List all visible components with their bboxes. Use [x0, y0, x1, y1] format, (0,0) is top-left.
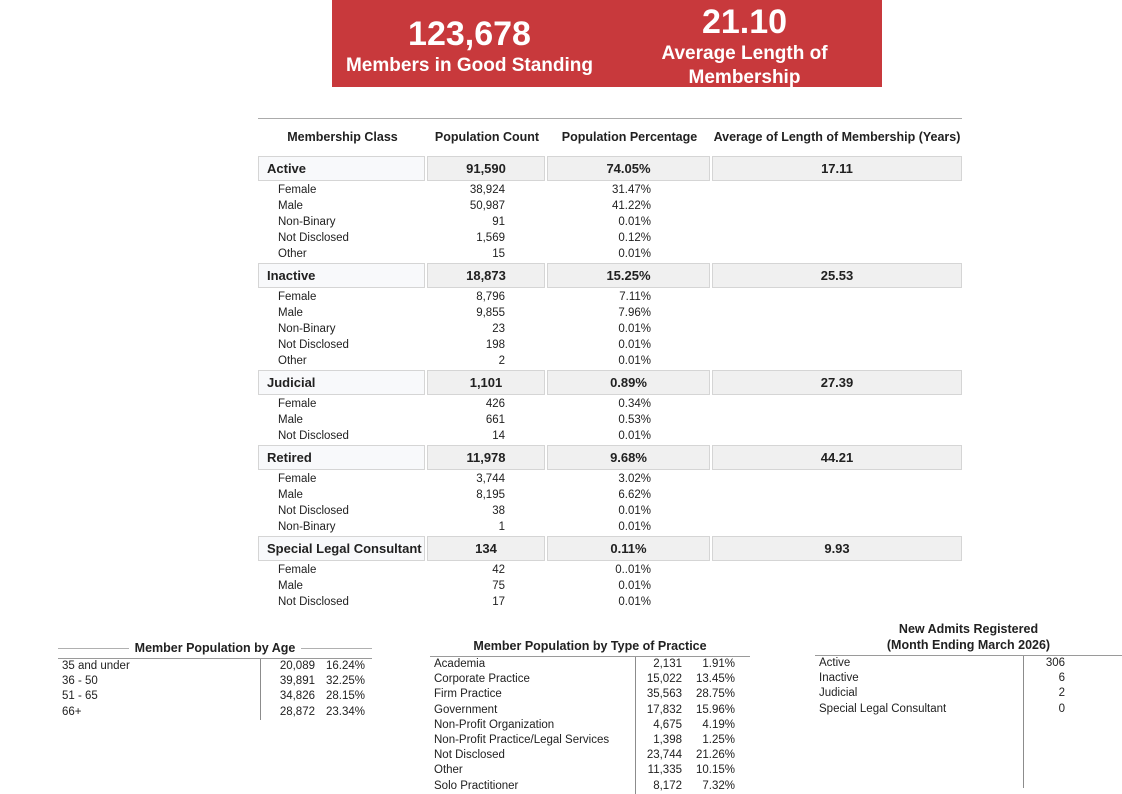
sub-avg-cell [712, 412, 962, 428]
row-label: 66+ [62, 705, 82, 718]
class-name-cell: Special Legal Consultant [258, 536, 425, 561]
sub-label-cell: Other [278, 248, 307, 260]
sub-avg-cell [712, 578, 962, 594]
sub-pct-cell: 0.01% [618, 596, 651, 608]
sub-count-cell: 8,195 [476, 489, 505, 501]
title-rule-right [301, 648, 372, 649]
row-pct: 16.24% [325, 660, 365, 672]
row-label: Active [819, 657, 851, 669]
sub-row [258, 214, 962, 230]
sub-pct-cell: 0..01% [615, 564, 651, 576]
avg-length-value: 21.10 [701, 2, 788, 41]
sub-count-cell: 14 [492, 430, 505, 442]
row-count: 23,744 [646, 749, 682, 762]
row-count: 8,172 [653, 779, 682, 792]
class-avg-cell: 25.53 [712, 263, 962, 288]
sub-count-cell: 17 [492, 596, 505, 608]
stat-members-in-good-standing [332, 10, 607, 78]
row-pct: 28.75% [695, 688, 735, 701]
sub-label-cell: Female [278, 184, 317, 196]
sub-avg-cell [712, 428, 962, 444]
sub-pct-cell: 0.01% [618, 521, 651, 533]
row-label: Government [434, 703, 498, 716]
row-count: 306 [1045, 657, 1065, 669]
sub-row [258, 503, 962, 519]
row-count: 35,563 [646, 688, 682, 701]
sub-row [258, 594, 962, 610]
sub-row [258, 471, 962, 487]
table-row [430, 657, 750, 672]
age-table-divider [260, 659, 261, 720]
sub-count-cell: 15 [492, 248, 505, 260]
row-label: 36 - 50 [62, 675, 98, 688]
age-table-rows [58, 659, 372, 720]
sub-row [258, 562, 962, 578]
sub-row [258, 519, 962, 535]
sub-row [258, 337, 962, 353]
row-label: Not Disclosed [434, 749, 505, 762]
sub-avg-cell [712, 305, 962, 321]
sub-row [258, 230, 962, 246]
header-population-percentage: Population Percentage [561, 129, 698, 144]
class-row [258, 263, 962, 288]
row-count: 39,891 [279, 675, 315, 688]
class-avg-cell: 27.39 [712, 370, 962, 395]
row-count: 1,398 [653, 734, 682, 747]
practice-table-divider [635, 657, 636, 794]
row-pct: 7.32% [702, 779, 735, 792]
row-pct: 23.34% [325, 705, 365, 718]
class-pct-cell: 74.05% [547, 156, 710, 181]
table-row [430, 687, 750, 702]
sub-label-cell: Female [278, 291, 317, 303]
sub-row [258, 289, 962, 305]
sub-pct-cell: 41.22% [611, 200, 651, 212]
sub-count-cell: 1,569 [476, 232, 505, 244]
sub-row [258, 198, 962, 214]
row-pct: 21.26% [695, 749, 735, 762]
sub-label-cell: Non-Binary [278, 216, 336, 228]
row-count: 11,335 [647, 764, 682, 777]
new-admits-title-line2: (Month Ending March 2026) [886, 638, 1051, 652]
sub-label-cell: Male [278, 580, 303, 592]
class-row [258, 156, 962, 181]
summary-banner [332, 0, 882, 87]
sub-label-cell: Male [278, 307, 303, 319]
row-count: 20,089 [279, 660, 315, 672]
admits-table-rows [815, 656, 1122, 717]
sub-count-cell: 8,796 [476, 291, 505, 303]
row-label: 51 - 65 [62, 690, 98, 703]
sub-count-cell: 38 [492, 505, 505, 517]
table-row [815, 656, 1122, 671]
sub-count-cell: 23 [492, 323, 505, 335]
sub-label-cell: Non-Binary [278, 323, 336, 335]
sub-avg-cell [712, 246, 962, 262]
sub-label-cell: Male [278, 200, 303, 212]
sub-count-cell: 50,987 [469, 200, 505, 212]
class-avg-cell: 44.21 [712, 445, 962, 470]
practice-table [430, 638, 750, 794]
sub-pct-cell: 0.01% [618, 323, 651, 335]
sub-avg-cell [712, 471, 962, 487]
sub-row [258, 246, 962, 262]
table-row [430, 672, 750, 687]
row-count: 34,826 [279, 690, 315, 703]
sub-label-cell: Other [278, 355, 307, 367]
sub-row [258, 487, 962, 503]
header-population-count: Population Count [434, 129, 540, 144]
row-count: 28,872 [279, 705, 315, 718]
sub-avg-cell [712, 396, 962, 412]
sub-label-cell: Female [278, 398, 317, 410]
sub-label-cell: Male [278, 414, 303, 426]
sub-label-cell: Female [278, 564, 317, 576]
title-rule-left [58, 648, 129, 649]
sub-row [258, 578, 962, 594]
sub-pct-cell: 0.01% [618, 580, 651, 592]
sub-row [258, 182, 962, 198]
class-avg-cell: 9.93 [712, 536, 962, 561]
table-row [58, 705, 372, 720]
sub-pct-cell: 6.62% [618, 489, 651, 501]
sub-row [258, 396, 962, 412]
table-row [430, 703, 750, 718]
row-label: Inactive [819, 672, 859, 685]
sub-avg-cell [712, 562, 962, 578]
row-count: 4,675 [653, 718, 682, 731]
row-count: 2 [1058, 687, 1065, 700]
sub-pct-cell: 0.53% [618, 414, 651, 426]
sub-count-cell: 3,744 [476, 473, 505, 485]
stat-average-length-membership [607, 0, 882, 90]
sub-label-cell: Not Disclosed [278, 339, 349, 351]
sub-avg-cell [712, 594, 962, 610]
class-count-cell: 1,101 [427, 370, 545, 395]
sub-avg-cell [712, 289, 962, 305]
sub-row [258, 412, 962, 428]
table-row [58, 674, 372, 689]
row-label: Firm Practice [434, 688, 502, 701]
sub-pct-cell: 0.01% [618, 430, 651, 442]
sub-row [258, 428, 962, 444]
row-label: 35 and under [62, 660, 130, 672]
class-row [258, 445, 962, 470]
sub-pct-cell: 7.96% [618, 307, 651, 319]
row-label: Solo Practitioner [434, 779, 519, 792]
table-row [58, 659, 372, 674]
row-label: Judicial [819, 687, 858, 700]
row-count: 2,131 [653, 658, 682, 670]
class-row [258, 536, 962, 561]
sub-avg-cell [712, 198, 962, 214]
table-row [430, 779, 750, 794]
class-pct-cell: 0.89% [547, 370, 710, 395]
sub-pct-cell: 3.02% [618, 473, 651, 485]
members-count-value: 123,678 [408, 14, 531, 53]
row-count: 15,022 [646, 673, 682, 686]
table-row [430, 718, 750, 733]
practice-table-title: Member Population by Type of Practice [473, 639, 707, 653]
row-label: Non-Profit Practice/Legal Services [434, 734, 610, 747]
row-label: Special Legal Consultant [819, 702, 947, 715]
new-admits-table [815, 621, 1122, 717]
class-count-cell: 134 [427, 536, 545, 561]
membership-class-table [258, 118, 962, 610]
sub-avg-cell [712, 519, 962, 535]
sub-pct-cell: 0.12% [618, 232, 651, 244]
sub-pct-cell: 0.01% [618, 216, 651, 228]
row-count: 0 [1058, 702, 1065, 715]
sub-count-cell: 426 [485, 398, 505, 410]
sub-count-cell: 42 [492, 564, 505, 576]
header-average-length: Average of Length of Membership (Years) [713, 129, 961, 144]
sub-avg-cell [712, 337, 962, 353]
table-row [430, 748, 750, 763]
sub-count-cell: 1 [498, 521, 505, 533]
sub-label-cell: Not Disclosed [278, 596, 349, 608]
class-row [258, 370, 962, 395]
sub-pct-cell: 0.01% [618, 505, 651, 517]
class-name-cell: Judicial [258, 370, 425, 395]
sub-count-cell: 2 [498, 355, 505, 367]
row-pct: 13.45% [695, 673, 735, 686]
sub-avg-cell [712, 321, 962, 337]
row-label: Non-Profit Organization [434, 718, 555, 731]
main-table-body [258, 156, 962, 610]
class-count-cell: 18,873 [427, 263, 545, 288]
class-pct-cell: 9.68% [547, 445, 710, 470]
class-pct-cell: 0.11% [547, 536, 710, 561]
class-count-cell: 11,978 [427, 445, 545, 470]
row-label: Other [434, 764, 463, 777]
class-name-cell: Active [258, 156, 425, 181]
row-pct: 10.15% [695, 764, 735, 777]
sub-label-cell: Not Disclosed [278, 430, 349, 442]
sub-avg-cell [712, 487, 962, 503]
row-pct: 1.25% [702, 734, 735, 747]
row-count: 6 [1058, 672, 1065, 685]
sub-pct-cell: 0.34% [618, 398, 651, 410]
class-name-cell: Retired [258, 445, 425, 470]
class-avg-cell: 17.11 [712, 156, 962, 181]
row-label: Corporate Practice [434, 673, 530, 686]
sub-label-cell: Non-Binary [278, 521, 336, 533]
sub-row [258, 305, 962, 321]
table-row [430, 733, 750, 748]
row-count: 17,832 [646, 703, 682, 716]
class-pct-cell: 15.25% [547, 263, 710, 288]
sub-label-cell: Female [278, 473, 317, 485]
sub-row [258, 321, 962, 337]
sub-label-cell: Male [278, 489, 303, 501]
row-pct: 32.25% [325, 675, 365, 688]
age-table [58, 640, 372, 720]
class-name-cell: Inactive [258, 263, 425, 288]
row-pct: 4.19% [702, 718, 735, 731]
sub-count-cell: 198 [485, 339, 505, 351]
table-row [58, 689, 372, 704]
sub-count-cell: 661 [485, 414, 505, 426]
members-count-label: Members in Good Standing [345, 54, 593, 76]
row-pct: 1.91% [702, 658, 735, 670]
class-count-cell: 91,590 [427, 156, 545, 181]
sub-avg-cell [712, 353, 962, 369]
avg-length-label: Average Length of Membership [661, 42, 828, 88]
sub-avg-cell [712, 503, 962, 519]
sub-pct-cell: 31.47% [611, 184, 651, 196]
sub-pct-cell: 7.11% [619, 291, 651, 303]
sub-count-cell: 91 [492, 216, 505, 228]
practice-table-rows [430, 657, 750, 794]
table-row [430, 763, 750, 778]
table-row [815, 686, 1122, 701]
sub-label-cell: Not Disclosed [278, 232, 349, 244]
sub-pct-cell: 0.01% [618, 339, 651, 351]
table-row [815, 702, 1122, 717]
sub-avg-cell [712, 182, 962, 198]
row-pct: 15.96% [695, 703, 735, 716]
sub-count-cell: 9,855 [476, 307, 505, 319]
new-admits-divider [1023, 656, 1024, 788]
sub-count-cell: 75 [492, 580, 505, 592]
row-label: Academia [434, 658, 486, 670]
row-pct: 28.15% [325, 690, 365, 703]
sub-pct-cell: 0.01% [618, 355, 651, 367]
sub-row [258, 353, 962, 369]
age-table-title-row [58, 640, 372, 656]
header-membership-class: Membership Class [287, 129, 398, 144]
sub-avg-cell [712, 214, 962, 230]
table-row [815, 671, 1122, 686]
sub-pct-cell: 0.01% [618, 248, 651, 260]
new-admits-title-line1: New Admits Registered [898, 622, 1039, 636]
main-table-header [258, 118, 962, 155]
sub-count-cell: 38,924 [469, 184, 505, 196]
sub-avg-cell [712, 230, 962, 246]
age-table-title: Member Population by Age [134, 641, 296, 655]
sub-label-cell: Not Disclosed [278, 505, 349, 517]
